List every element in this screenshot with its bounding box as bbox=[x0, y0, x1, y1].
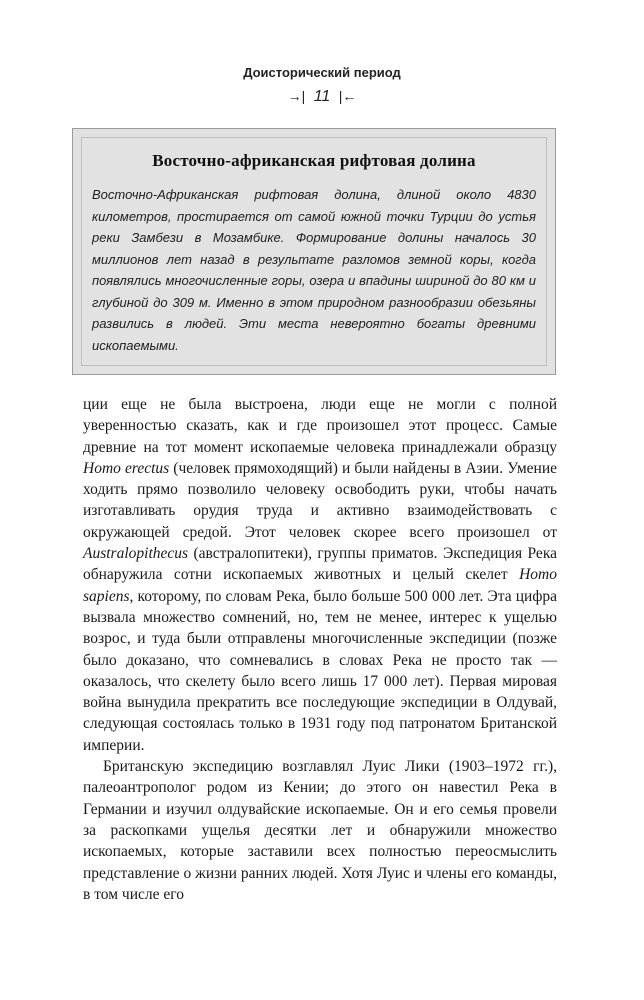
term-homo-erectus: Homo erectus bbox=[83, 459, 170, 477]
paragraph-1 bbox=[83, 394, 557, 756]
sidebar-text: Восточно-Африканская рифтовая долина, длиной около 4830 километров, простирается от самой южной точки Турции до устья реки Замбези в Мозамбике. Формирование долины началось 30 миллионов лет назад в результате разломов земной коры, когда появлялись многочисленные горы, озера и впадины шириной до 80 км и глубиной до 309 м. Именно в этом природном разнообразии обезьяны развились в людей. Эти места невероятно богаты древними ископаемыми. bbox=[92, 187, 536, 353]
paragraph-1-part-4: , которому, по словам Река, было больше 500 000 лет. Эта цифра вызвала множество сомнений, но, тем не менее, интерес к ущелью возрос, и туда были отправлены многочисленные экспедиции (позже было доказано, что сомневались в словах Река не просто так — оказалось, что скелету было всего лишь 17 000 лет). Первая мировая война вынудила прекратить все последующие экспедиции в Олдувай, следующая состоялась только в 1931 году под патронатом Британской империи. bbox=[83, 587, 557, 754]
right-folio-marker: |← bbox=[338, 88, 357, 104]
paragraph-1-part-1: ции еще не была выстроена, люди еще не могли с полной уверенностью сказать, как и где произошел этот процесс. Самые древние на тот момент ископаемые человека принадлежали образцу bbox=[83, 396, 557, 456]
term-homo-sapiens: Homo sapiens bbox=[83, 566, 557, 605]
running-head: Доисторический период bbox=[243, 65, 401, 80]
sidebar-box bbox=[72, 128, 556, 375]
paragraph-1-part-3: (австралопитеки), группы приматов. Экспедиция Река обнаружила сотни ископаемых животных и целый скелет bbox=[83, 545, 557, 584]
page-folio bbox=[0, 88, 644, 106]
body-text bbox=[83, 394, 557, 905]
sidebar-inner-frame bbox=[81, 137, 547, 366]
paragraph-2: Британскую экспедицию возглавлял Луис Лики (1903–1972 гг.), палеоантрополог родом из Кении; до этого он навестил Река в Германии и изучил олдувайские ископаемые. Он и его семья провели за раскопками ущелья десятки лет и обнаружили множество ископаемых, которые заставили всех полностью переосмыслить представление о жизни ранних людей. Хотя Луис и члены его команды, в том числе его bbox=[83, 758, 557, 903]
paragraph-1-part-2: (человек прямоходящий) и были найдены в Азии. Умение ходить прямо позволило человеку освободить руки, чтобы начать изготавливать орудия труда и активно взаимодействовать с окружающей средой. Этот человек скорее всего произошел от bbox=[83, 459, 557, 541]
left-folio-marker: →| bbox=[287, 88, 306, 104]
sidebar-title: Восточно-африканская рифтовая долина bbox=[152, 151, 476, 170]
term-australopithecus: Australopithecus bbox=[83, 545, 189, 563]
page-number: 11 bbox=[313, 88, 331, 105]
